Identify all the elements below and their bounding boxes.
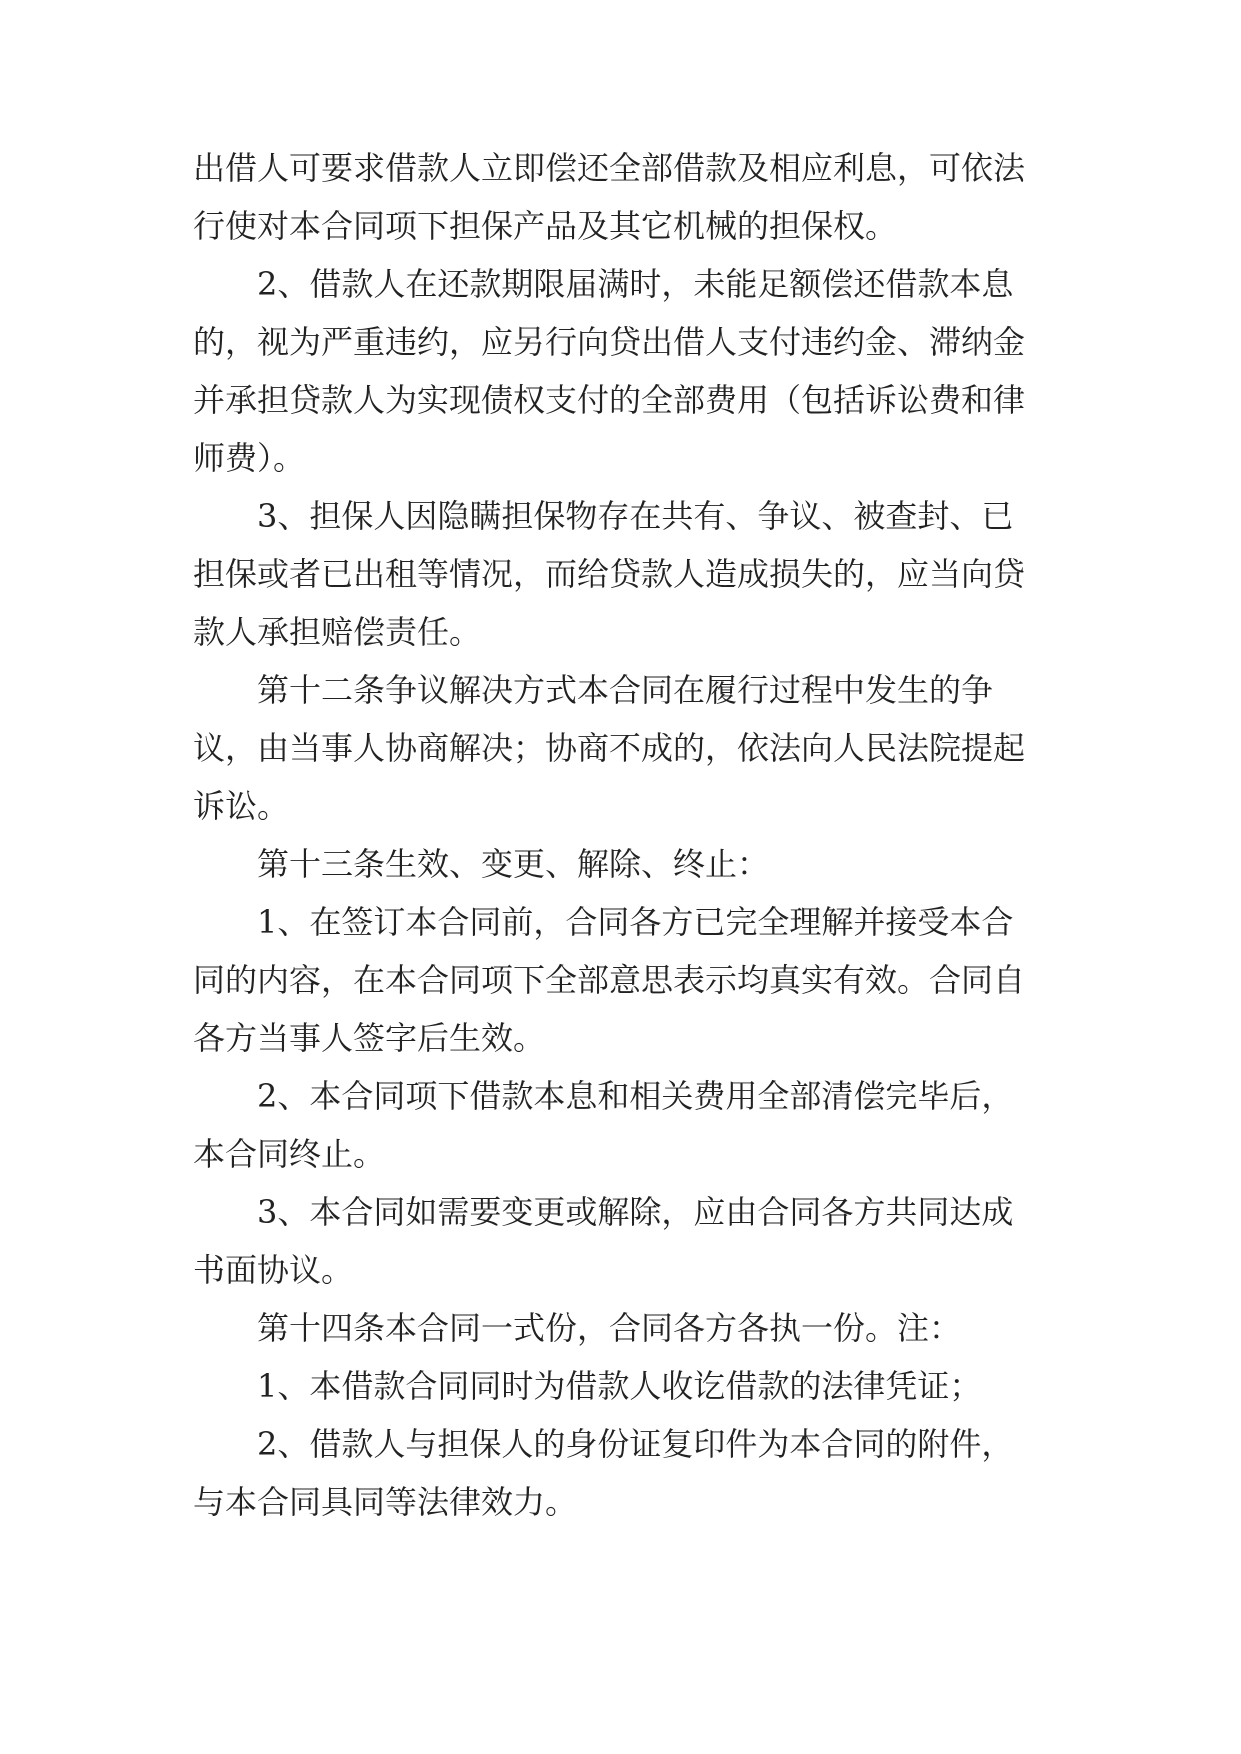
text-line: 诉讼。 xyxy=(193,787,290,825)
text-line: 同的内容，在本合同项下全部意思表示均真实有效。合同自 xyxy=(193,961,1026,999)
text-line: 担保或者已出租等情况，而给贷款人造成损失的，应当向贷 xyxy=(193,555,1026,593)
text-line: 行使对本合同项下担保产品及其它机械的担保权。 xyxy=(193,207,898,245)
text-line: 出借人可要求借款人立即偿还全部借款及相应利息，可依法 xyxy=(193,149,1026,187)
text-line: 本合同终止。 xyxy=(193,1135,386,1173)
text-line: 的，视为严重违约，应另行向贷出借人支付违约金、滞纳金 xyxy=(193,323,1026,361)
text-line: 1、本借款合同同时为借款人收讫借款的法律凭证； xyxy=(257,1367,982,1405)
text-line: 并承担贷款人为实现债权支付的全部费用（包括诉讼费和律 xyxy=(193,381,1026,419)
text-line: 师费）。 xyxy=(193,439,306,477)
text-line: 第十四条本合同一式份，合同各方各执一份。注： xyxy=(257,1309,962,1347)
text-line: 3、担保人因隐瞒担保物存在共有、争议、被查封、已 xyxy=(257,497,1014,535)
text-line: 1、在签订本合同前，合同各方已完全理解并接受本合 xyxy=(257,903,1014,941)
text-line: 书面协议。 xyxy=(193,1251,354,1289)
text-line: 3、本合同如需要变更或解除，应由合同各方共同达成 xyxy=(257,1193,1014,1231)
text-line: 2、借款人与担保人的身份证复印件为本合同的附件， xyxy=(257,1425,1014,1463)
text-line: 议，由当事人协商解决；协商不成的，依法向人民法院提起 xyxy=(193,729,1026,767)
text-line: 与本合同具同等法律效力。 xyxy=(193,1483,578,1521)
text-line: 款人承担赔偿责任。 xyxy=(193,613,482,651)
text-line: 各方当事人签字后生效。 xyxy=(193,1019,546,1057)
text-line: 第十三条生效、变更、解除、终止： xyxy=(257,845,770,883)
text-line: 第十二条争议解决方式本合同在履行过程中发生的争 xyxy=(257,671,994,709)
text-line: 2、借款人在还款期限届满时，未能足额偿还借款本息 xyxy=(257,265,1014,303)
text-line: 2、本合同项下借款本息和相关费用全部清偿完毕后， xyxy=(257,1077,1014,1115)
